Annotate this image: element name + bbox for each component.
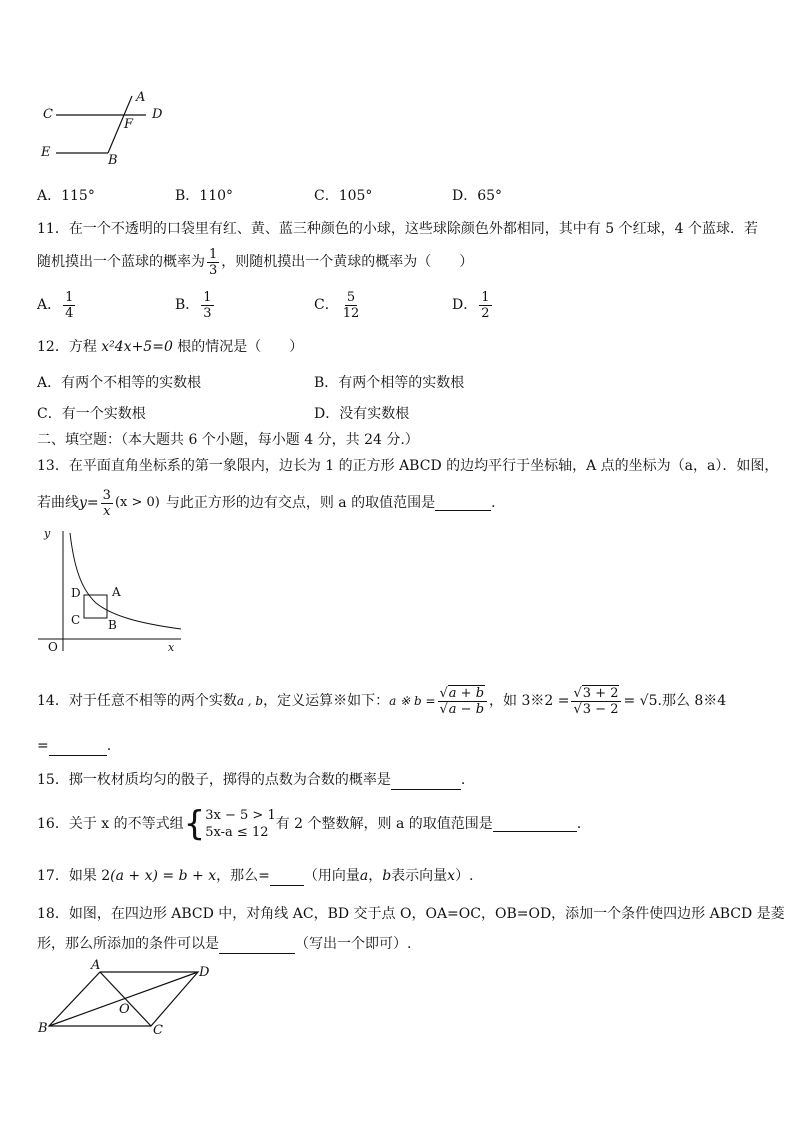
option-fraction: [63, 290, 75, 321]
q14-operation: a ※ b =: [389, 694, 436, 708]
q14-fraction-1: [438, 686, 488, 717]
q14-ab: a , b: [236, 694, 264, 708]
q18-stem-line1: 18．如图，在四边形 ABCD 中，对角线 AC，BD 交于点 O，OA=OC，OB=OD，添加一个条件使四边形 ABCD 是菱: [37, 906, 785, 922]
q11-option-b[interactable]: [175, 287, 216, 323]
q14-text-b: ，定义运算※如下：: [263, 693, 390, 709]
q17-end: ）.: [455, 868, 474, 884]
q14-fraction-2: [571, 686, 621, 717]
inequality-system: [205, 807, 275, 841]
q14-text-a: 14．对于任意不相等的两个实数: [37, 693, 237, 709]
q13-stem-line2: [37, 482, 496, 524]
option-label: B．: [175, 297, 200, 313]
q10-option-c[interactable]: C．105°: [314, 188, 373, 204]
q16-end: .: [576, 816, 582, 832]
vector-a: a: [359, 868, 369, 884]
q16-text-b: 有 2 个整数解，则 a 的取值范围是: [275, 816, 493, 832]
q12-option-c[interactable]: C．有一个实数根: [37, 406, 146, 422]
frac-num: √3 + 2: [571, 686, 621, 702]
q13-text-a: 若曲线: [37, 495, 79, 511]
label-D: D: [199, 965, 210, 980]
q13-condition: (x > 0): [114, 495, 160, 510]
q10-option-d[interactable]: D．65°: [452, 188, 503, 204]
option-fraction: [479, 290, 491, 321]
q17-vector-expression: (a + x) = b + x: [110, 868, 217, 884]
q14-text-c: ，如 3※2 =: [489, 693, 570, 709]
q11-text-b: ，则随机摸出一个黄球的概率为（ ）: [221, 254, 474, 270]
frac-num: 1: [481, 289, 490, 305]
frac-den: √a − b: [439, 701, 485, 717]
label-A: A: [112, 585, 121, 599]
option-label: D．: [452, 297, 478, 313]
label-x: x: [168, 641, 175, 654]
q14-text-d: .那么 8※4: [657, 693, 727, 709]
q12-stem-suffix: 根的情况是（ ）: [172, 339, 304, 355]
q18-text-a: 形，那么所添加的条件可以是: [37, 936, 219, 952]
q11-stem-line1: 11．在一个不透明的口袋里有红、黄、蓝三种颜色的小球，这些球除颜色外都相同，其中有 5 个红球，4 个蓝球．若: [37, 221, 758, 237]
q17-separator: ，: [368, 868, 383, 884]
label-E: E: [41, 145, 51, 160]
label-B: B: [38, 1021, 48, 1036]
q12-option-a[interactable]: A．有两个不相等的实数根: [37, 375, 202, 391]
option-fraction: [341, 290, 362, 321]
q11-option-c[interactable]: [314, 287, 363, 323]
q17-answer-blank[interactable]: [270, 871, 304, 886]
frac-num: 1: [65, 289, 74, 305]
q18-stem-line2: [37, 934, 411, 954]
q17-stem: [37, 866, 474, 886]
label-y: y: [44, 527, 51, 540]
q15-answer-blank[interactable]: [391, 775, 461, 790]
q13-y: y: [79, 495, 87, 511]
label-C: C: [153, 1023, 163, 1038]
sqrt-content: 3 − 2: [582, 701, 619, 717]
q11-text-a: 随机摸出一个蓝球的概率为: [37, 254, 205, 270]
q11-fraction: [207, 247, 219, 278]
section-heading: 二、填空题：（本大题共 6 个小题，每小题 4 分，共 24 分.）: [37, 432, 419, 448]
frac-den: x: [103, 503, 111, 519]
q12-stem-prefix: 12．方程: [37, 339, 102, 355]
q11-option-d[interactable]: [452, 287, 494, 323]
frac-den: 3: [209, 262, 218, 278]
q10-option-b[interactable]: B．110°: [175, 188, 234, 204]
frac-num: √a + b: [438, 686, 488, 702]
q11-stem-line2: [37, 244, 473, 280]
frac-den: 3: [203, 305, 212, 321]
label-A: A: [91, 958, 101, 973]
frac-num: 1: [209, 246, 218, 262]
sqrt-content: a − b: [448, 701, 485, 717]
figure-q13: [36, 527, 186, 657]
q12-option-b[interactable]: B．有两个相等的实数根: [314, 375, 465, 391]
frac-den: √3 − 2: [573, 701, 619, 717]
label-O: O: [119, 1002, 130, 1017]
q17-text-d: 表示向量: [391, 868, 448, 884]
label-F: F: [124, 117, 134, 132]
q13-stem-line1: 13．在平面直角坐标系的第一象限内，边长为 1 的正方形 ABCD 的边均平行于坐标轴，A 点的坐标为（a，a）．如图，: [37, 458, 779, 474]
sqrt-content: a + b: [448, 685, 485, 701]
inequality-2: 5x-a ≤ 12: [205, 825, 269, 840]
option-label: A．: [37, 297, 62, 313]
q17-text-c: （用向量: [303, 868, 360, 884]
vector-b: b: [382, 868, 392, 884]
frac-den: 2: [481, 305, 490, 321]
q11-option-a[interactable]: [37, 287, 77, 323]
sqrt-content: 3 + 2: [582, 685, 619, 701]
q16-text-a: 16．关于 x 的不等式组: [37, 816, 184, 832]
quadrilateral-diagram: [36, 962, 226, 1042]
frac-den: 12: [342, 305, 360, 321]
q16-answer-blank[interactable]: [493, 817, 577, 832]
frac-num: 3: [102, 487, 111, 503]
q13-fraction: [101, 488, 113, 519]
q14-stem-line1: [37, 680, 726, 722]
label-O: O: [48, 640, 58, 654]
hyperbola-diagram: [36, 527, 186, 657]
q18-answer-blank[interactable]: [219, 939, 295, 954]
label-C: C: [71, 613, 81, 627]
q14-eq: =: [37, 738, 49, 754]
frac-num: 1: [203, 289, 212, 305]
q18-text-b: （写出一个即可）.: [295, 936, 412, 952]
q14-result: = √5: [623, 693, 658, 709]
frac-den: 4: [65, 305, 74, 321]
q14-end: .: [106, 738, 112, 754]
q12-equation: x²4x+5=0: [101, 339, 173, 355]
label-C: C: [43, 107, 53, 122]
q14-stem-line2: [37, 736, 111, 756]
q15-stem: [37, 770, 465, 790]
label-D: D: [71, 586, 81, 600]
parallel-lines-diagram: [36, 88, 176, 172]
q17-text-b: ，那么=: [216, 868, 270, 884]
label-A: A: [136, 90, 146, 105]
q12-stem: [37, 337, 303, 357]
figure-q10: [36, 88, 176, 172]
q13-end: .: [491, 495, 496, 511]
option-label: C．: [314, 297, 339, 313]
q16-stem: [37, 802, 581, 846]
q13-answer-blank[interactable]: [435, 496, 491, 511]
q14-answer-blank[interactable]: [49, 741, 107, 756]
q13-eq: =: [86, 495, 99, 511]
label-B: B: [108, 153, 118, 168]
frac-num: 5: [346, 289, 356, 305]
q13-text-b: 与此正方形的边有交点，则 a 的取值范围是: [165, 495, 436, 511]
label-B: B: [108, 618, 117, 632]
figure-q18: [36, 958, 226, 1042]
label-D: D: [152, 107, 163, 122]
option-fraction: [201, 290, 213, 321]
q10-option-a[interactable]: A．115°: [37, 188, 95, 204]
q15-text: 15．掷一枚材质均匀的骰子，掷得的点数为合数的概率是: [37, 772, 391, 788]
vector-x: x: [447, 868, 456, 884]
inequality-1: 3x − 5 > 1: [205, 808, 276, 823]
q17-text-a: 17．如果 2: [37, 868, 111, 884]
q12-option-d[interactable]: D．没有实数根: [314, 406, 410, 422]
brace-symbol: {: [183, 804, 206, 844]
q15-end: .: [460, 772, 466, 788]
